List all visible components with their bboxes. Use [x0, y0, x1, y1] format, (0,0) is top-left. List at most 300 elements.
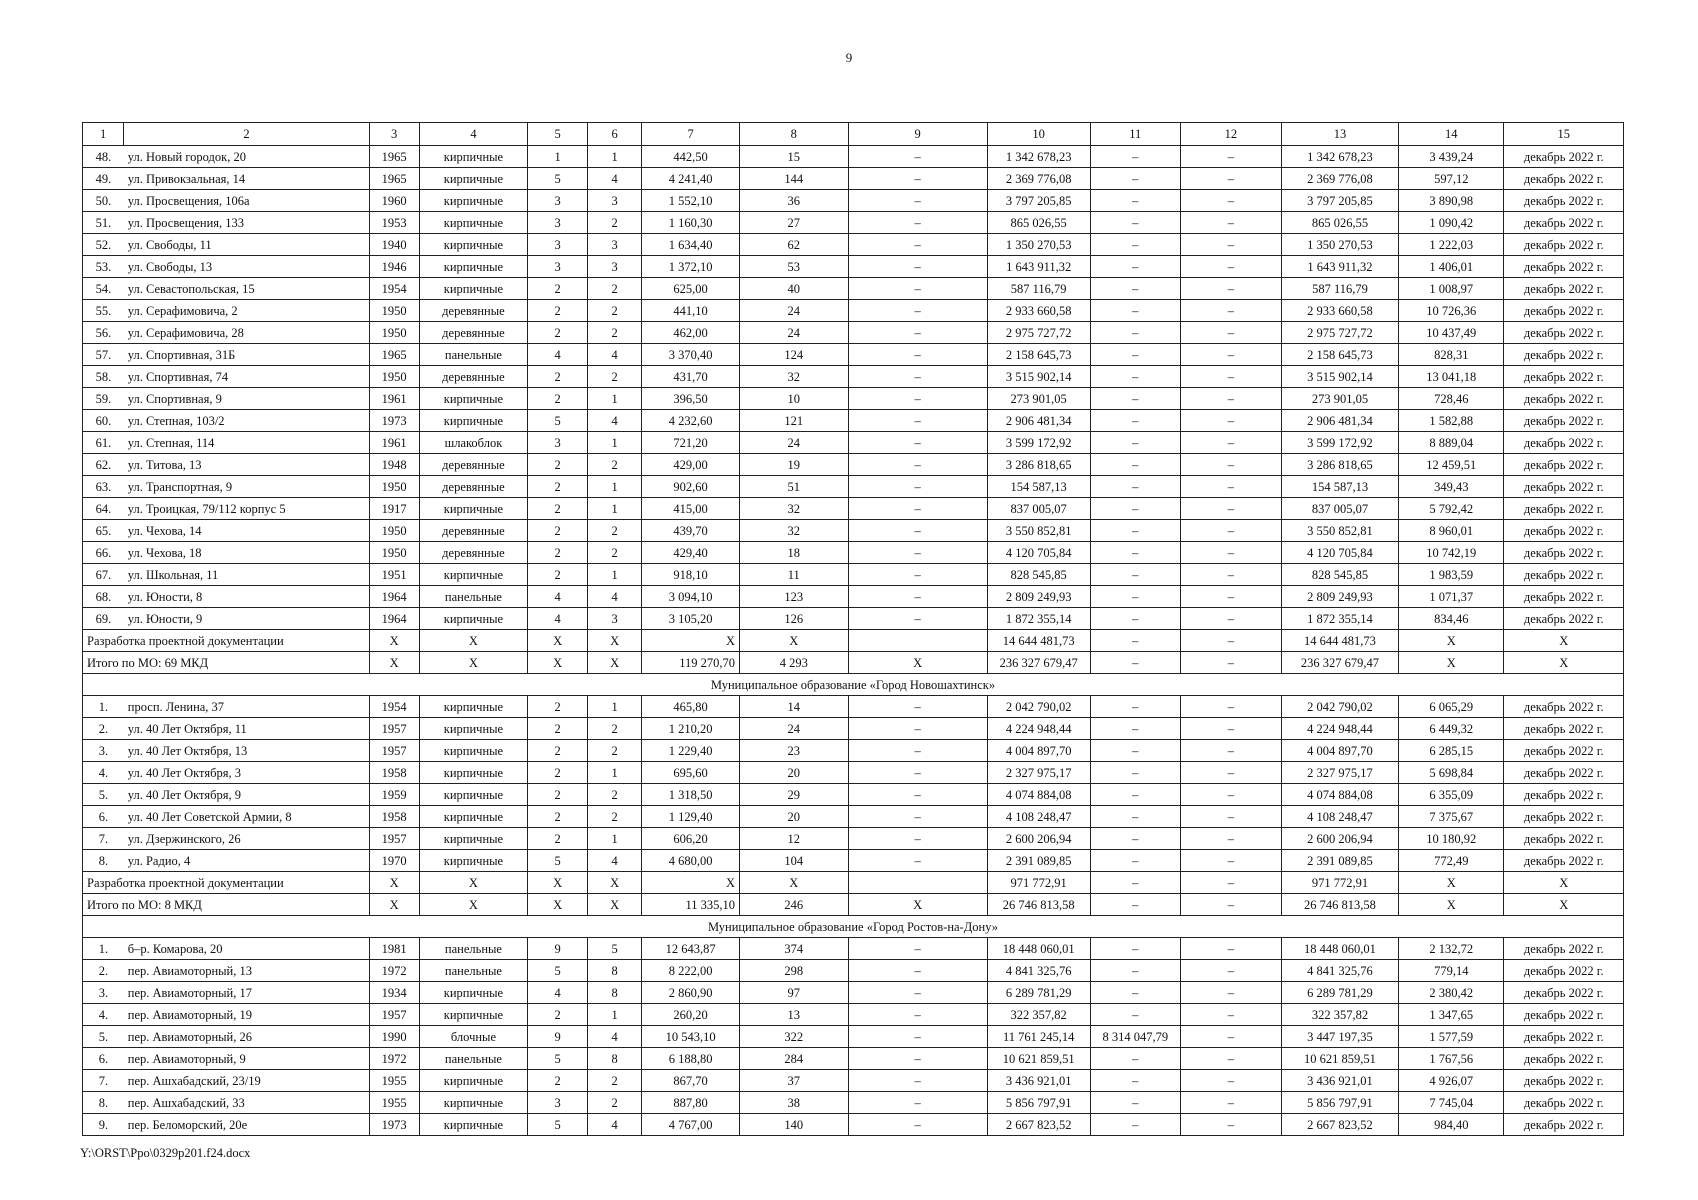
table-cell: 12 643,87: [642, 938, 740, 960]
table-row: [83, 542, 1624, 564]
table-cell: –: [1180, 1026, 1281, 1048]
table-cell: 2 975 727,72: [1281, 322, 1398, 344]
table-cell: 246: [739, 894, 848, 916]
address-cell: пер. Ашхабадский, 23/19: [124, 1070, 369, 1092]
table-cell: 273 901,05: [987, 388, 1090, 410]
table-cell: 828 545,85: [987, 564, 1090, 586]
table-cell: 4 120 705,84: [1281, 542, 1398, 564]
table-cell: 3 436 921,01: [1281, 1070, 1398, 1092]
table-cell: 1946: [369, 256, 419, 278]
table-cell: 1950: [369, 476, 419, 498]
column-header: 9: [848, 123, 987, 146]
table-cell: –: [1180, 212, 1281, 234]
table-cell: 2: [587, 454, 641, 476]
table-cell: деревянные: [419, 542, 528, 564]
table-row: [83, 432, 1624, 454]
table-cell: –: [848, 234, 987, 256]
address-cell: ул. Чехова, 14: [124, 520, 369, 542]
address-cell: ул. Свободы, 13: [124, 256, 369, 278]
table-cell: 1990: [369, 1026, 419, 1048]
table-cell: 1950: [369, 300, 419, 322]
table-cell: 2: [528, 520, 588, 542]
table-cell: 5: [528, 1114, 588, 1136]
table-cell: декабрь 2022 г.: [1504, 586, 1624, 608]
table-cell: декабрь 2022 г.: [1504, 234, 1624, 256]
table-cell: 7 375,67: [1399, 806, 1504, 828]
table-cell: 441,10: [642, 300, 740, 322]
table-cell: 2: [528, 454, 588, 476]
table-cell: 5: [587, 938, 641, 960]
table-cell: –: [848, 212, 987, 234]
table-row: [83, 586, 1624, 608]
table-cell: 2 860,90: [642, 982, 740, 1004]
table-cell: –: [1180, 1092, 1281, 1114]
table-cell: 6 065,29: [1399, 696, 1504, 718]
table-cell: 1 643 911,32: [987, 256, 1090, 278]
table-cell: 1 129,40: [642, 806, 740, 828]
table-cell: 1948: [369, 454, 419, 476]
table-cell: –: [1090, 872, 1180, 894]
table-cell: 4 841 325,76: [987, 960, 1090, 982]
table-cell: –: [1090, 652, 1180, 674]
table-cell: 154 587,13: [1281, 476, 1398, 498]
table-cell: –: [1180, 586, 1281, 608]
row-number: 5.: [83, 1026, 124, 1048]
table-cell: –: [1180, 652, 1281, 674]
table-cell: 2 158 645,73: [1281, 344, 1398, 366]
table-cell: 429,00: [642, 454, 740, 476]
table-cell: –: [1180, 806, 1281, 828]
table-cell: 322: [739, 1026, 848, 1048]
table-cell: –: [848, 1070, 987, 1092]
table-cell: 587 116,79: [1281, 278, 1398, 300]
table-cell: –: [1090, 432, 1180, 454]
table-cell: 1 222,03: [1399, 234, 1504, 256]
table-cell: 20: [739, 762, 848, 784]
table-cell: –: [1090, 1048, 1180, 1070]
table-cell: 3: [528, 234, 588, 256]
table-cell: 24: [739, 300, 848, 322]
table-cell: 1: [587, 1004, 641, 1026]
table-cell: –: [1180, 740, 1281, 762]
table-cell: –: [848, 784, 987, 806]
address-cell: пер. Беломорский, 20е: [124, 1114, 369, 1136]
table-cell: 23: [739, 740, 848, 762]
table-cell: 1958: [369, 762, 419, 784]
table-cell: X: [1504, 630, 1624, 652]
table-cell: –: [848, 1048, 987, 1070]
table-cell: 2: [587, 1070, 641, 1092]
table-cell: 1917: [369, 498, 419, 520]
table-cell: 3: [587, 234, 641, 256]
table-cell: декабрь 2022 г.: [1504, 476, 1624, 498]
row-number: 49.: [83, 168, 124, 190]
table-cell: –: [848, 300, 987, 322]
table-cell: декабрь 2022 г.: [1504, 696, 1624, 718]
table-cell: кирпичные: [419, 828, 528, 850]
row-number: 59.: [83, 388, 124, 410]
table-cell: 1957: [369, 1004, 419, 1026]
table-cell: 5 856 797,91: [1281, 1092, 1398, 1114]
table-cell: 1950: [369, 542, 419, 564]
table-cell: [848, 872, 987, 894]
row-number: 64.: [83, 498, 124, 520]
table-cell: деревянные: [419, 520, 528, 542]
row-number: 7.: [83, 1070, 124, 1092]
table-cell: кирпичные: [419, 388, 528, 410]
table-cell: –: [1090, 278, 1180, 300]
table-cell: 18 448 060,01: [987, 938, 1090, 960]
address-cell: пер. Авиамоторный, 19: [124, 1004, 369, 1026]
table-cell: 772,49: [1399, 850, 1504, 872]
table-cell: 9: [528, 938, 588, 960]
table-cell: 11 761 245,14: [987, 1026, 1090, 1048]
table-cell: –: [848, 1004, 987, 1026]
table-cell: –: [1180, 234, 1281, 256]
table-cell: 3 599 172,92: [987, 432, 1090, 454]
table-cell: X: [1399, 872, 1504, 894]
table-cell: –: [848, 432, 987, 454]
table-cell: –: [1090, 850, 1180, 872]
table-cell: –: [1180, 608, 1281, 630]
table-cell: –: [1090, 828, 1180, 850]
table-cell: 2: [587, 520, 641, 542]
row-number: 55.: [83, 300, 124, 322]
table-cell: кирпичные: [419, 784, 528, 806]
table-cell: 2: [587, 1092, 641, 1114]
table-cell: 1981: [369, 938, 419, 960]
column-header: 11: [1090, 123, 1180, 146]
row-number: 54.: [83, 278, 124, 300]
table-cell: 3 797 205,85: [987, 190, 1090, 212]
address-cell: ул. Юности, 8: [124, 586, 369, 608]
table-cell: 1 008,97: [1399, 278, 1504, 300]
table-cell: –: [1090, 762, 1180, 784]
table-cell: 18: [739, 542, 848, 564]
table-cell: –: [1180, 1070, 1281, 1092]
table-cell: –: [1180, 784, 1281, 806]
table-cell: 728,46: [1399, 388, 1504, 410]
row-number: 3.: [83, 740, 124, 762]
table-cell: 154 587,13: [987, 476, 1090, 498]
address-cell: ул. Степная, 114: [124, 432, 369, 454]
table-cell: 36: [739, 190, 848, 212]
table-cell: 984,40: [1399, 1114, 1504, 1136]
table-cell: кирпичные: [419, 278, 528, 300]
table-cell: 2: [528, 564, 588, 586]
table-row: [83, 454, 1624, 476]
table-cell: 2: [528, 388, 588, 410]
table-cell: 2: [528, 696, 588, 718]
table-cell: декабрь 2022 г.: [1504, 498, 1624, 520]
table-cell: 828 545,85: [1281, 564, 1398, 586]
column-header: 3: [369, 123, 419, 146]
table-cell: 4 224 948,44: [987, 718, 1090, 740]
table-cell: 1973: [369, 1114, 419, 1136]
table-cell: X: [642, 630, 740, 652]
table-row: [83, 784, 1624, 806]
table-cell: 1 090,42: [1399, 212, 1504, 234]
table-cell: 695,60: [642, 762, 740, 784]
table-cell: X: [419, 630, 528, 652]
table-cell: 887,80: [642, 1092, 740, 1114]
address-cell: ул. Чехова, 18: [124, 542, 369, 564]
row-number: 1.: [83, 696, 124, 718]
address-cell: ул. Спортивная, 31Б: [124, 344, 369, 366]
table-cell: 6 289 781,29: [987, 982, 1090, 1004]
table-cell: –: [1090, 1114, 1180, 1136]
table-cell: декабрь 2022 г.: [1504, 938, 1624, 960]
table-row: [83, 960, 1624, 982]
table-cell: 3: [587, 608, 641, 630]
table-cell: 4 232,60: [642, 410, 740, 432]
table-cell: декабрь 2022 г.: [1504, 1048, 1624, 1070]
table-cell: кирпичные: [419, 190, 528, 212]
table-cell: декабрь 2022 г.: [1504, 762, 1624, 784]
summary-label: Разработка проектной документации: [83, 630, 370, 652]
table-cell: 4: [528, 344, 588, 366]
table-cell: декабрь 2022 г.: [1504, 806, 1624, 828]
table-cell: 298: [739, 960, 848, 982]
column-header: 13: [1281, 123, 1398, 146]
table-cell: 1957: [369, 718, 419, 740]
table-cell: 1 160,30: [642, 212, 740, 234]
table-cell: 349,43: [1399, 476, 1504, 498]
table-cell: –: [1180, 278, 1281, 300]
table-cell: –: [848, 740, 987, 762]
table-cell: 2: [528, 784, 588, 806]
table-cell: 2 042 790,02: [987, 696, 1090, 718]
table-cell: 32: [739, 498, 848, 520]
address-cell: просп. Ленина, 37: [124, 696, 369, 718]
table-cell: 322 357,82: [987, 1004, 1090, 1026]
table-cell: –: [1180, 894, 1281, 916]
table-row: [83, 366, 1624, 388]
table-cell: 11: [739, 564, 848, 586]
table-cell: –: [1090, 168, 1180, 190]
table-cell: 1955: [369, 1070, 419, 1092]
table-row: [83, 740, 1624, 762]
address-cell: ул. Свободы, 11: [124, 234, 369, 256]
table-cell: X: [369, 630, 419, 652]
table-cell: –: [848, 1092, 987, 1114]
table-cell: 19: [739, 454, 848, 476]
table-cell: –: [1090, 256, 1180, 278]
table-cell: 606,20: [642, 828, 740, 850]
address-cell: ул. Степная, 103/2: [124, 410, 369, 432]
table-cell: –: [1090, 190, 1180, 212]
table-cell: 2 809 249,93: [1281, 586, 1398, 608]
table-cell: 2 600 206,94: [987, 828, 1090, 850]
table-cell: –: [848, 498, 987, 520]
table-cell: 902,60: [642, 476, 740, 498]
table-row: [83, 234, 1624, 256]
row-number: 48.: [83, 146, 124, 168]
table-cell: 236 327 679,47: [987, 652, 1090, 674]
table-cell: 1 347,65: [1399, 1004, 1504, 1026]
table-cell: –: [848, 454, 987, 476]
table-cell: 37: [739, 1070, 848, 1092]
table-cell: декабрь 2022 г.: [1504, 410, 1624, 432]
table-cell: 27: [739, 212, 848, 234]
table-cell: 1934: [369, 982, 419, 1004]
table-cell: –: [1090, 960, 1180, 982]
table-cell: 1: [587, 762, 641, 784]
address-cell: ул. Серафимовича, 28: [124, 322, 369, 344]
table-cell: 3 370,40: [642, 344, 740, 366]
table-cell: 834,46: [1399, 608, 1504, 630]
table-cell: 3 515 902,14: [1281, 366, 1398, 388]
table-cell: 29: [739, 784, 848, 806]
table-cell: 2: [528, 1004, 588, 1026]
table-cell: X: [528, 894, 588, 916]
table-cell: 865 026,55: [987, 212, 1090, 234]
table-cell: –: [1090, 784, 1180, 806]
table-cell: 6 355,09: [1399, 784, 1504, 806]
table-cell: –: [1090, 806, 1180, 828]
table-cell: 4: [587, 850, 641, 872]
table-cell: 322 357,82: [1281, 1004, 1398, 1026]
table-cell: 24: [739, 432, 848, 454]
file-path-footer: Y:\ORST\Ppo\0329p201.f24.docx: [80, 1146, 251, 1160]
table-cell: 431,70: [642, 366, 740, 388]
table-cell: –: [848, 960, 987, 982]
table-cell: 1960: [369, 190, 419, 212]
table-cell: 2: [587, 740, 641, 762]
table-cell: –: [1090, 498, 1180, 520]
table-cell: 2 369 776,08: [987, 168, 1090, 190]
table-cell: –: [848, 586, 987, 608]
table-cell: –: [848, 828, 987, 850]
table-cell: 3 599 172,92: [1281, 432, 1398, 454]
table-cell: 8: [587, 960, 641, 982]
table-cell: –: [1090, 234, 1180, 256]
table-cell: –: [1090, 366, 1180, 388]
table-cell: 3: [528, 256, 588, 278]
table-cell: –: [1090, 938, 1180, 960]
table-cell: –: [1090, 1070, 1180, 1092]
table-cell: декабрь 2022 г.: [1504, 454, 1624, 476]
table-cell: кирпичные: [419, 718, 528, 740]
table-cell: –: [1180, 520, 1281, 542]
table-cell: 1: [587, 476, 641, 498]
row-number: 57.: [83, 344, 124, 366]
table-cell: 273 901,05: [1281, 388, 1398, 410]
table-row: [83, 1070, 1624, 1092]
table-cell: –: [1180, 1048, 1281, 1070]
table-cell: 439,70: [642, 520, 740, 542]
table-cell: 4: [587, 344, 641, 366]
table-cell: –: [1090, 454, 1180, 476]
table-cell: 1950: [369, 520, 419, 542]
summary-row: [83, 872, 1624, 894]
table-cell: 1 767,56: [1399, 1048, 1504, 1070]
table-cell: 4 004 897,70: [987, 740, 1090, 762]
row-number: 7.: [83, 828, 124, 850]
table-cell: X: [1504, 872, 1624, 894]
table-cell: 1: [587, 564, 641, 586]
table-cell: кирпичные: [419, 1004, 528, 1026]
table-cell: –: [848, 718, 987, 740]
table-cell: 4: [528, 982, 588, 1004]
table-cell: 2: [528, 762, 588, 784]
table-cell: 4 108 248,47: [1281, 806, 1398, 828]
table-cell: 2 933 660,58: [987, 300, 1090, 322]
table-cell: декабрь 2022 г.: [1504, 828, 1624, 850]
table-cell: 1953: [369, 212, 419, 234]
address-cell: ул. Просвещения, 133: [124, 212, 369, 234]
table-cell: –: [1090, 740, 1180, 762]
row-number: 58.: [83, 366, 124, 388]
table-cell: –: [848, 938, 987, 960]
table-row: [83, 696, 1624, 718]
table-cell: декабрь 2022 г.: [1504, 168, 1624, 190]
table-cell: 5 856 797,91: [987, 1092, 1090, 1114]
table-cell: 3 436 921,01: [987, 1070, 1090, 1092]
table-cell: 121: [739, 410, 848, 432]
table-cell: –: [1180, 322, 1281, 344]
table-row: [83, 498, 1624, 520]
table-cell: 1957: [369, 828, 419, 850]
table-cell: –: [1090, 630, 1180, 652]
table-cell: 3: [528, 212, 588, 234]
table-row: [83, 1114, 1624, 1136]
table-cell: 3: [528, 432, 588, 454]
address-cell: ул. Юности, 9: [124, 608, 369, 630]
table-cell: 1964: [369, 586, 419, 608]
table-cell: –: [1090, 608, 1180, 630]
table-row: [83, 212, 1624, 234]
table-cell: 10 742,19: [1399, 542, 1504, 564]
table-cell: X: [528, 652, 588, 674]
row-number: 69.: [83, 608, 124, 630]
table-cell: 1961: [369, 432, 419, 454]
table-cell: 124: [739, 344, 848, 366]
table-cell: 4: [587, 1114, 641, 1136]
table-cell: декабрь 2022 г.: [1504, 344, 1624, 366]
table-cell: 1 983,59: [1399, 564, 1504, 586]
table-cell: 5: [528, 850, 588, 872]
table-cell: 1 872 355,14: [1281, 608, 1398, 630]
table-cell: 1 872 355,14: [987, 608, 1090, 630]
table-cell: –: [848, 850, 987, 872]
table-cell: –: [1090, 542, 1180, 564]
table-cell: X: [587, 894, 641, 916]
table-cell: –: [1090, 212, 1180, 234]
table-cell: 2 667 823,52: [987, 1114, 1090, 1136]
address-cell: ул. Троицкая, 79/112 корпус 5: [124, 498, 369, 520]
table-cell: 3 890,98: [1399, 190, 1504, 212]
table-cell: кирпичные: [419, 608, 528, 630]
housing-table-container: [82, 122, 1624, 1136]
table-cell: декабрь 2022 г.: [1504, 1004, 1624, 1026]
table-cell: 3 105,20: [642, 608, 740, 630]
table-row: [83, 256, 1624, 278]
table-cell: –: [848, 762, 987, 784]
address-cell: ул. Севастопольская, 15: [124, 278, 369, 300]
table-cell: 6 188,80: [642, 1048, 740, 1070]
table-cell: декабрь 2022 г.: [1504, 256, 1624, 278]
table-cell: 3 286 818,65: [1281, 454, 1398, 476]
row-number: 68.: [83, 586, 124, 608]
address-cell: б–р. Комарова, 20: [124, 938, 369, 960]
table-cell: 3 515 902,14: [987, 366, 1090, 388]
table-cell: декабрь 2022 г.: [1504, 212, 1624, 234]
table-cell: X: [1504, 894, 1624, 916]
address-cell: пер. Авиамоторный, 26: [124, 1026, 369, 1048]
table-cell: 4: [587, 586, 641, 608]
table-cell: –: [1180, 564, 1281, 586]
